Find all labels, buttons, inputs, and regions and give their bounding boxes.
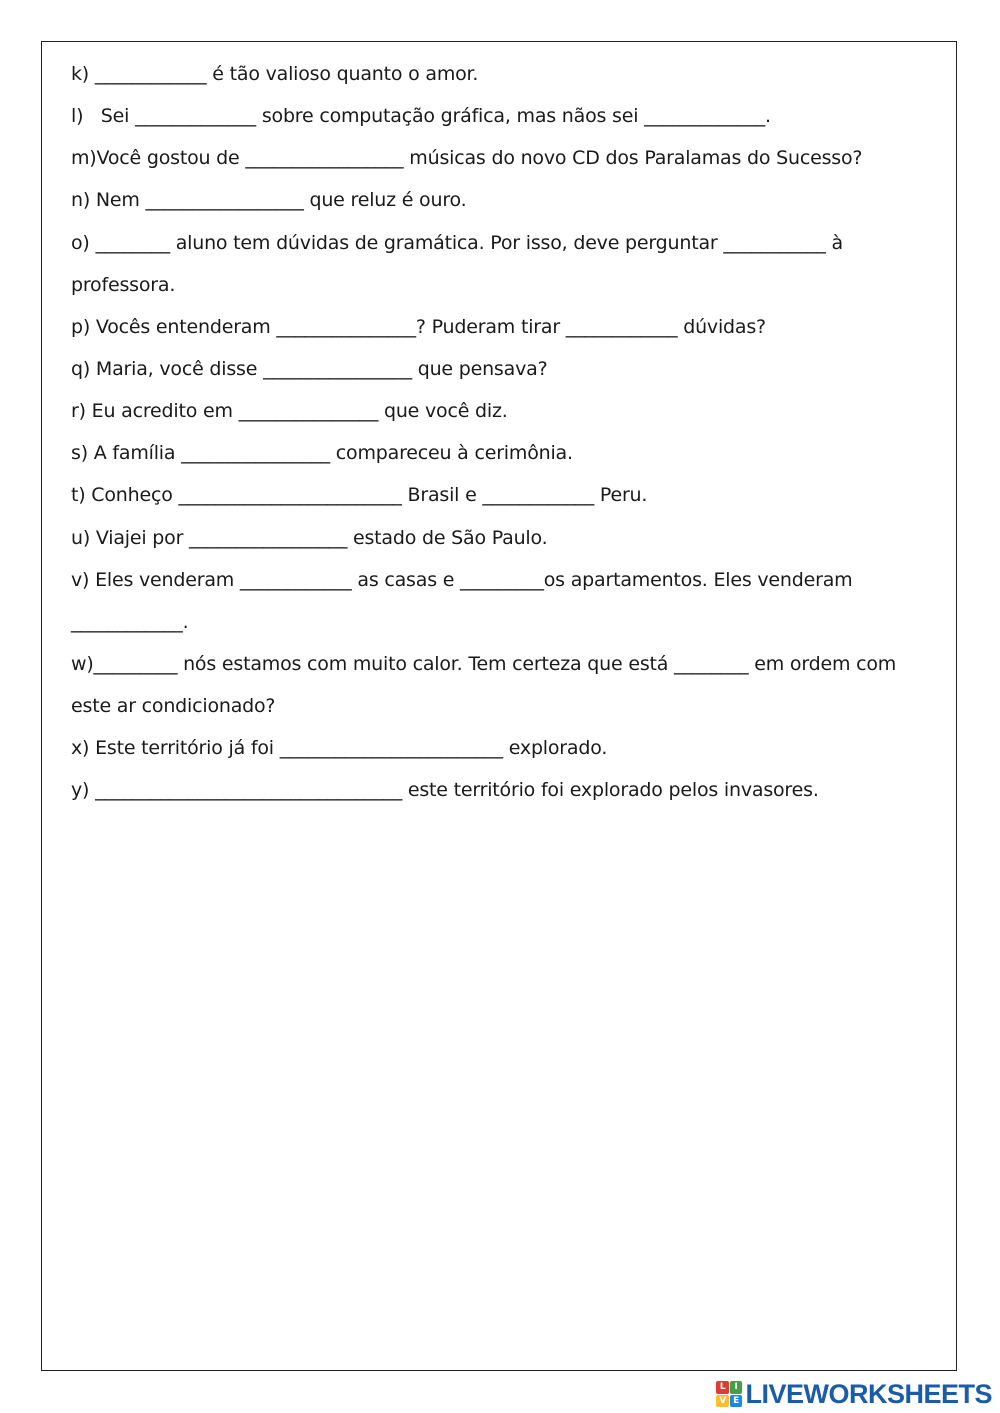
exercise-line-m: m)Você gostou de _________________ músicas do novo CD dos Paralamas do Sucesso? <box>71 147 863 169</box>
exercise-line-k: k) ____________ é tão valioso quanto o amor. <box>71 63 479 85</box>
liveworksheets-logo-text: LIVEWORKSHEETS <box>745 1378 992 1409</box>
exercise-line-t: t) Conheço ________________________ Brasil e ____________ Peru. <box>71 484 648 506</box>
exercise-line-n: n) Nem _________________ que reluz é ouro. <box>71 189 467 211</box>
exercise-line-w-continued: este ar condicionado? <box>71 695 276 717</box>
logo-mark-letter: L <box>716 1381 729 1394</box>
exercise-line-s: s) A família ________________ compareceu à cerimônia. <box>71 442 573 464</box>
logo-mark-letter: V <box>716 1395 729 1408</box>
exercise-line-r: r) Eu acredito em _______________ que você diz. <box>71 400 508 422</box>
exercise-line-o: o) ________ aluno tem dúvidas de gramática. Por isso, deve perguntar ___________ à <box>71 232 843 254</box>
liveworksheets-logo-icon <box>716 1381 742 1407</box>
exercise-line-y: y) _________________________________ este território foi explorado pelos invasores. <box>71 779 819 801</box>
exercise-line-x: x) Este território já foi ________________________ explorado. <box>71 737 608 759</box>
liveworksheets-logo <box>716 1379 992 1409</box>
exercise-line-o-continued: professora. <box>71 274 176 296</box>
exercise-line-l: l) Sei _____________ sobre computação gráfica, mas nãos sei _____________. <box>71 105 771 127</box>
exercise-line-q: q) Maria, você disse ________________ que pensava? <box>71 358 548 380</box>
logo-mark-letter: I <box>730 1381 743 1394</box>
logo-mark-letter: E <box>730 1395 743 1408</box>
exercise-line-u: u) Viajei por _________________ estado de São Paulo. <box>71 527 548 549</box>
exercise-line-w: w)_________ nós estamos com muito calor. Tem certeza que está ________ em ordem com <box>71 653 897 675</box>
exercise-line-p: p) Vocês entenderam _______________? Puderam tirar ____________ dúvidas? <box>71 316 766 338</box>
exercise-line-v: v) Eles venderam ____________ as casas e _________os apartamentos. Eles venderam <box>71 569 853 591</box>
exercise-line-v-continued: ____________. <box>71 611 189 633</box>
